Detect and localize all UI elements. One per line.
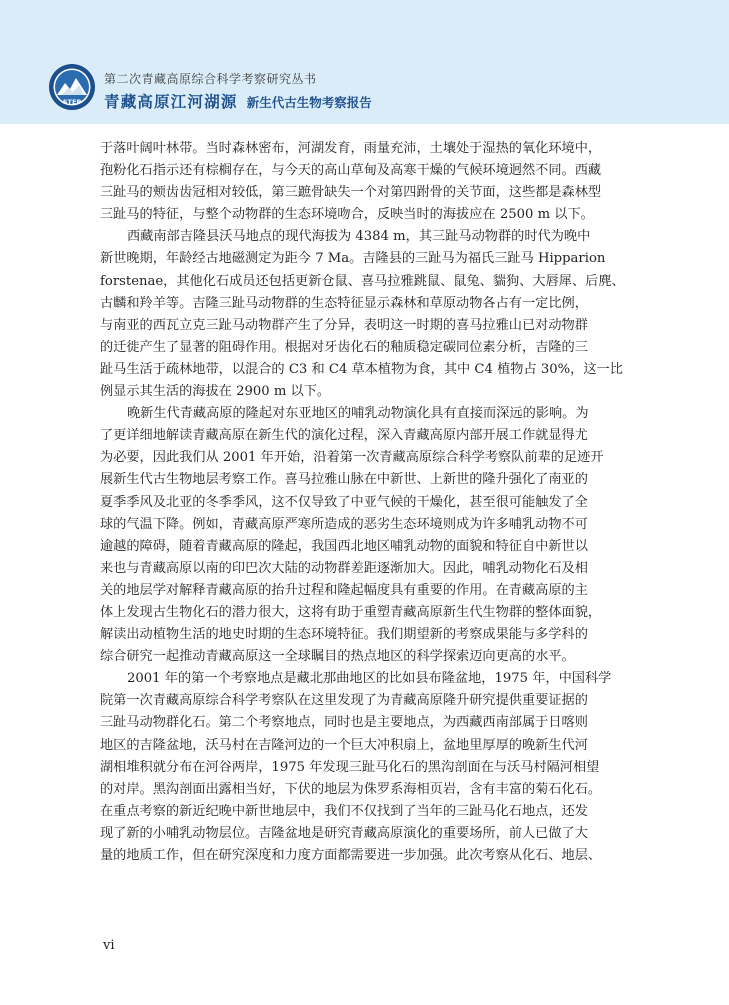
series-title: 第二次青藏高原综合科学考察研究丛书	[104, 72, 317, 86]
text-line: 与南亚的西瓦立克三趾马动物群产生了分异，表明这一时期的喜马拉雅山已对动物群	[100, 317, 588, 333]
text-line: 院第一次青藏高原综合科学考察队在这里发现了为青藏高原隆升研究提供重要证据的	[100, 693, 588, 709]
book-title	[104, 90, 372, 112]
text-line: 趾马生活于疏林地带，以混合的 C3 和 C4 草本植物为食，其中 C4 植物占 30%，这一比	[100, 361, 623, 377]
text-line: 现了新的小哺乳动物层位。吉隆盆地是研究青藏高原演化的重要场所，前人已做了大	[100, 825, 588, 841]
text-line: 在重点考察的新近纪晚中新世地层中，我们不仅找到了当年的三趾马化石地点，还发	[100, 803, 588, 819]
text-line: 夏季季风及北亚的冬季季风，这不仅导致了中亚气候的干燥化，甚至很可能触发了全	[100, 494, 588, 510]
text-line: 量的地质工作，但在研究深度和力度方面都需要进一步加强。此次考察从化石、地层、	[100, 848, 602, 863]
book-title-main: 青藏高原江河湖源	[104, 92, 238, 111]
text-line: 的迁徙产生了显著的阻碍作用。根据对牙齿化石的釉质稳定碳同位素分析，吉隆的三	[100, 339, 588, 355]
text-line: 展新生代古生物地层考察工作。喜马拉雅山脉在中新世、上新世的隆升强化了南亚的	[100, 472, 588, 488]
text-line: 三趾马动物群化石。第二个考察地点，同时也是主要地点，为西藏西南部属于日喀则	[100, 715, 588, 731]
page-number: vi	[103, 938, 115, 953]
text-line: forstenae，其他化石成员还包括更新仓鼠、喜马拉雅跳鼠、鼠兔、貒狗、大唇犀、后麂、	[100, 273, 625, 289]
text-line: 球的气温下降。例如，青藏高原严寒所造成的恶劣生态环境则成为许多哺乳动物不可	[100, 516, 588, 532]
text-line: 逾越的障碍，随着青藏高原的隆起，我国西北地区哺乳动物的面貌和特征自中新世以	[100, 538, 588, 554]
text-line: 了更详细地解读青藏高原在新生代的演化过程，深入青藏高原内部开展工作就显得尤	[100, 428, 588, 444]
text-line: 孢粉化石指示还有棕榈存在，与今天的高山草甸及高寒干燥的气候环境迥然不同。西藏	[100, 163, 602, 179]
text-line: 晚新生代青藏高原的隆起对东亚地区的哺乳动物演化具有直接而深远的影响。为	[127, 406, 589, 422]
text-line: 综合研究一起推动青藏高原这一全球瞩目的热点地区的科学探索迈向更高的水平。	[100, 649, 575, 665]
text-line: 古麟和羚羊等。吉隆三趾马动物群的生态特征显示森林和草原动物各占有一定比例，	[100, 295, 588, 311]
text-line: 于落叶阔叶林带。当时森林密布，河湖发育，雨量充沛，土壤处于湿热的氧化环境中，	[100, 141, 602, 156]
text-line: 例显示其生活的海拔在 2900 m 以下。	[100, 384, 331, 400]
text-line: 新世晚期，年龄经古地磁测定为距今 7 Ma。吉隆县的三趾马为福氏三趾马 Hipparion	[100, 251, 606, 267]
text-line: 为必要，因此我们从 2001 年开始，沿着第一次青藏高原综合科学考察队前辈的足迹开	[100, 450, 604, 466]
text-line: 来也与青藏高原以南的印巴次大陆的动物群差距逐渐加大。因此，哺乳动物化石及相	[100, 560, 588, 576]
text-line: 三趾马的颊齿齿冠相对较低，第三蹠骨缺失一个对第四跗骨的关节面，这些都是森林型	[100, 185, 602, 201]
book-title-sub: 新生代古生物考察报告	[246, 95, 372, 110]
text-line: 的对岸。黑沟剖面出露相当好，下伏的地层为侏罗系海相页岩，含有丰富的菊石化石。	[100, 781, 602, 797]
text-line: 三趾马的特征，与整个动物群的生态环境吻合，反映当时的海拔应在 2500 m 以下。	[100, 207, 594, 223]
text-line: 地区的吉隆盆地，沃马村在吉隆河边的一个巨大冲积扇上，盆地里厚厚的晚新生代河	[100, 737, 588, 753]
logo-text: STEP	[62, 98, 82, 106]
text-line: 2001 年的第一个考察地点是藏北那曲地区的比如县布隆盆地，1975 年，中国科学	[127, 671, 612, 687]
text-line: 湖相堆积就分布在河谷两岸，1975 年发现三趾马化石的黑沟剖面在与沃马村隔河相望	[100, 759, 600, 775]
text-line: 西藏南部吉隆县沃马地点的现代海拔为 4384 m，其三趾马动物群的时代为晚中	[127, 229, 591, 245]
stet-seal-logo-icon	[48, 63, 96, 111]
body-text	[100, 138, 636, 867]
page-header-band	[0, 0, 729, 124]
text-line: 体上发现古生物化石的潜力很大，这将有助于重塑青藏高原新生代生物群的整体面貌，	[100, 604, 602, 620]
text-line: 解读出动植物生活的地史时期的生态环境特征。我们期望新的考察成果能与多学科的	[100, 627, 588, 643]
text-line: 关的地层学对解释青藏高原的抬升过程和隆起幅度具有重要的作用。在青藏高原的主	[100, 582, 588, 598]
